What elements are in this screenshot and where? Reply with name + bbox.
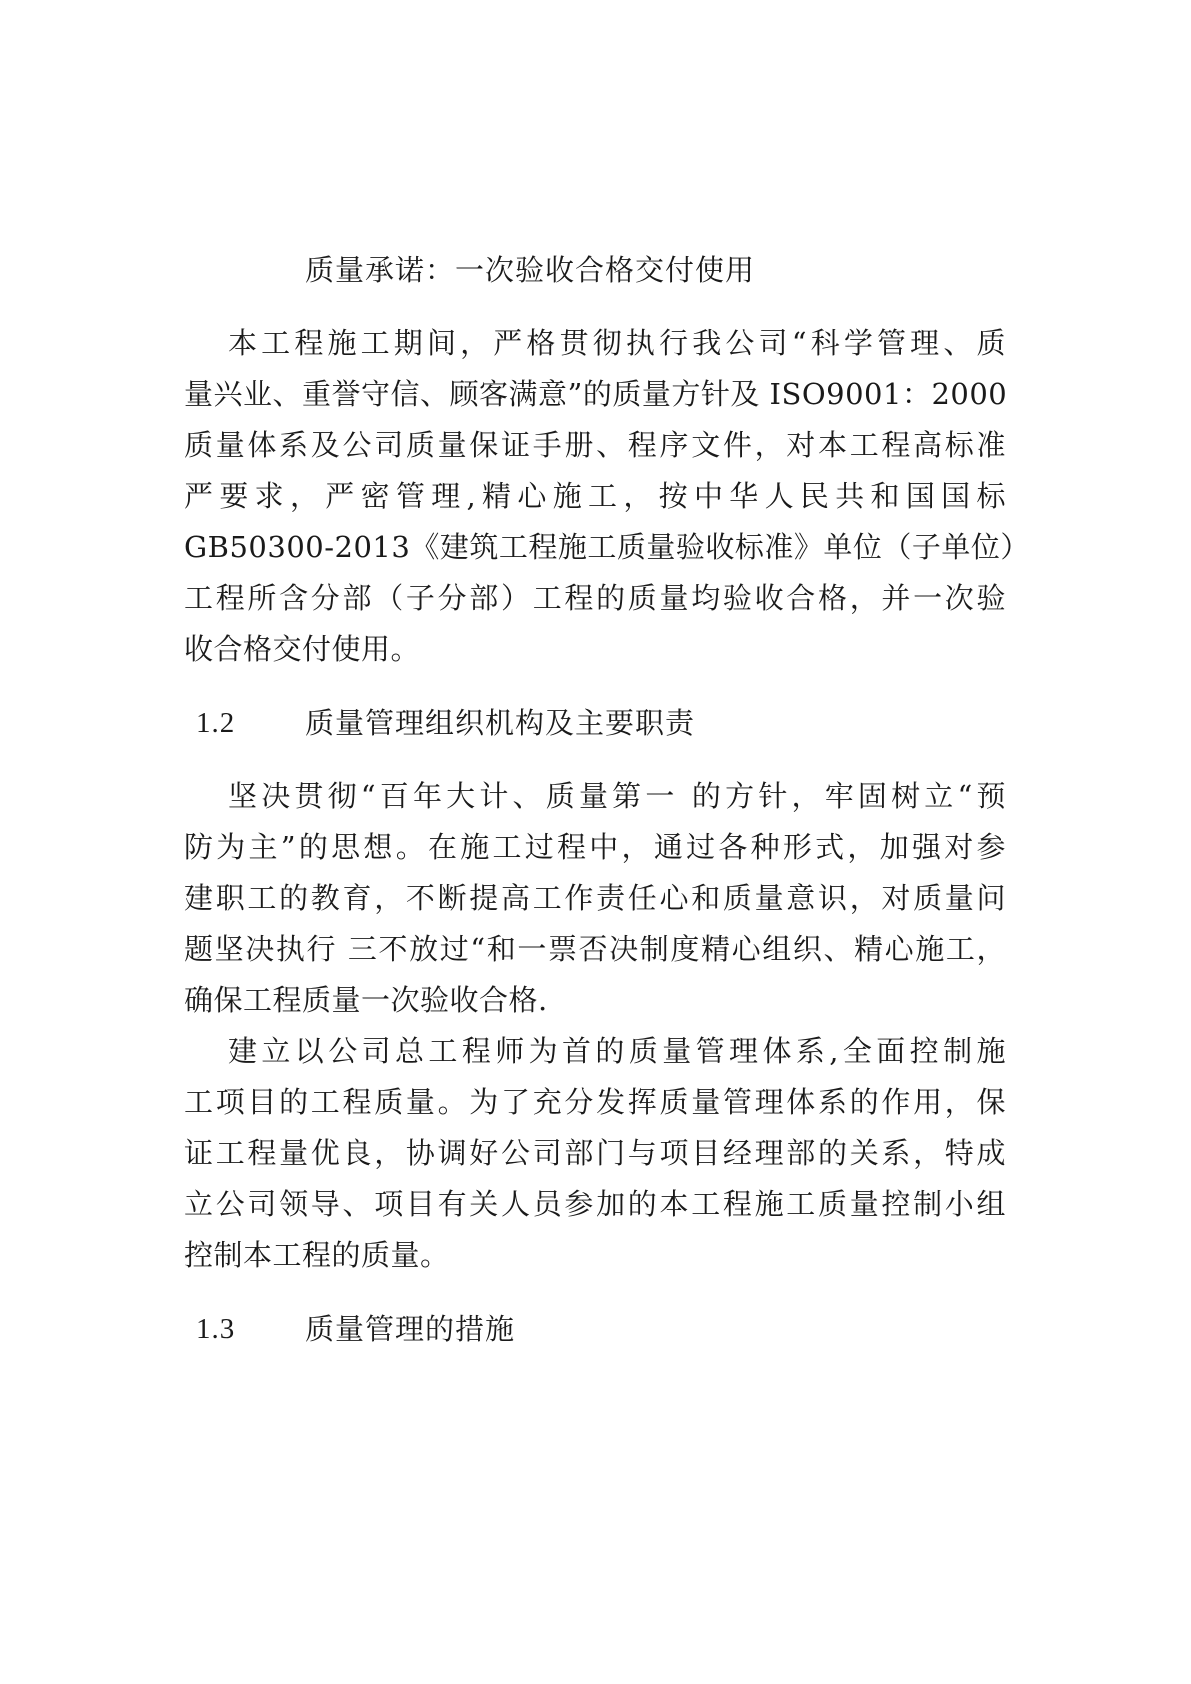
- paragraph-line: 防为主”的思想。在施工过程中，通过各种形式，加强对参: [184, 830, 1006, 864]
- section-title: 质量管理的措施: [305, 1312, 516, 1346]
- paragraph-line: 建立以公司总工程师为首的质量管理体系,全面控制施: [228, 1034, 1006, 1068]
- paragraph-line: 本工程施工期间，严格贯彻执行我公司“科学管理、质: [228, 326, 1006, 360]
- paragraph-line: 确保工程质量一次验收合格.: [184, 983, 548, 1017]
- paragraph-line: GB50300-2013《建筑工程施工质量验收标准》单位（子单位）: [184, 530, 1030, 564]
- commitment-heading: 质量承诺：一次验收合格交付使用: [305, 253, 756, 287]
- paragraph-line: 量兴业、重誉守信、顾客满意”的质量方针及 ISO9001：2000: [184, 377, 1008, 411]
- paragraph-line: 工程所含分部（子分部）工程的质量均验收合格，并一次验: [184, 581, 1006, 615]
- paragraph-line: 工项目的工程质量。为了充分发挥质量管理体系的作用，保: [184, 1085, 1006, 1119]
- paragraph-line: 质量体系及公司质量保证手册、程序文件，对本工程高标准: [184, 428, 1006, 462]
- paragraph-line: 立公司领导、项目有关人员参加的本工程施工质量控制小组: [184, 1187, 1006, 1221]
- paragraph-line: 题坚决执行 三不放过“和一票否决制度精心组织、精心施工，: [184, 932, 1006, 966]
- paragraph-line: 证工程量优良，协调好公司部门与项目经理部的关系，特成: [184, 1136, 1006, 1170]
- paragraph-line: 建职工的教育，不断提高工作责任心和质量意识，对质量问: [184, 881, 1006, 915]
- section-title: 质量管理组织机构及主要职责: [305, 706, 696, 740]
- section-number: 1.3: [196, 1313, 236, 1345]
- paragraph-line: 控制本工程的质量。: [184, 1238, 450, 1272]
- section-number: 1.2: [196, 707, 236, 739]
- paragraph-line: 收合格交付使用。: [184, 632, 421, 666]
- paragraph-line: 坚决贯彻“百年大计、质量第一 的方针，牢固树立“预: [228, 779, 1006, 813]
- paragraph-line: 严要求，严密管理,精心施工，按中华人民共和国国标: [184, 479, 1006, 513]
